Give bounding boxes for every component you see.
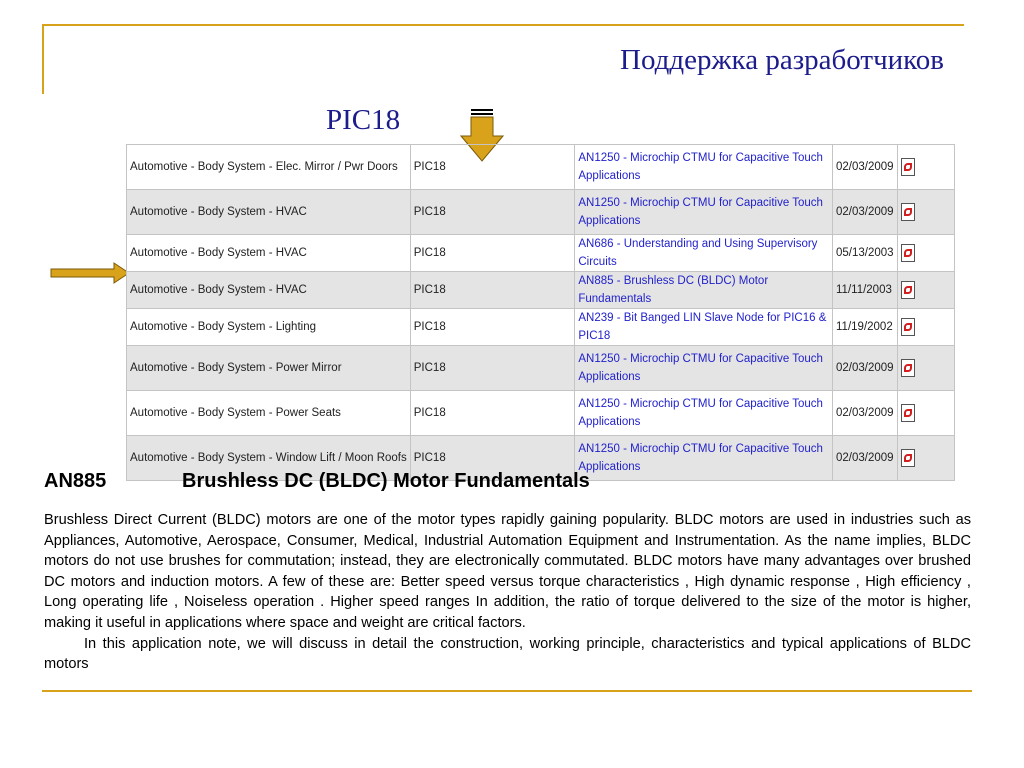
table-row (127, 235, 955, 272)
table-row (127, 309, 955, 346)
segment-cell: Automotive - Body System - Power Mirror (127, 346, 411, 391)
app-note-link[interactable]: AN1250 - Microchip CTMU for Capacitive Touch Applications (575, 190, 833, 235)
right-arrow-icon (50, 262, 130, 284)
family-cell: PIC18 (410, 235, 575, 272)
family-cell: PIC18 (410, 309, 575, 346)
date-cell: 11/19/2002 (833, 309, 898, 346)
table-row (127, 190, 955, 235)
date-cell: 02/03/2009 (833, 145, 898, 190)
app-note-link[interactable]: AN239 - Bit Banged LIN Slave Node for PIC16 & PIC18 (575, 309, 833, 346)
date-cell: 11/11/2003 (833, 272, 898, 309)
app-notes-table (126, 144, 955, 481)
segment-cell: Automotive - Body System - Window Lift / Moon Roofs (127, 436, 411, 481)
pic-family-label: PIC18 (326, 104, 401, 136)
date-cell: 05/13/2003 (833, 235, 898, 272)
app-note-link[interactable]: AN1250 - Microchip CTMU for Capacitive Touch Applications (575, 391, 833, 436)
family-cell: PIC18 (410, 346, 575, 391)
segment-cell: Automotive - Body System - Elec. Mirror / Pwr Doors (127, 145, 411, 190)
family-cell: PIC18 (410, 436, 575, 481)
pdf-icon[interactable] (901, 203, 915, 221)
document-cell (897, 309, 954, 346)
document-cell (897, 235, 954, 272)
date-cell: 02/03/2009 (833, 346, 898, 391)
document-cell (897, 272, 954, 309)
document-cell (897, 145, 954, 190)
document-cell (897, 436, 954, 481)
note-paragraph: Brushless Direct Current (BLDC) motors are one of the motor types rapidly gaining popularity. BLDC motors are used in industries such as Appliances, Automotive, Aerospace, Consumer, Medical, Industrial Automation Equipment and Instrumentation. As the name implies, BLDC motors do not use brushes for commutation; instead, they are electronically commutated. BLDC motors have many advantages over brushed DC motors and induction motors. A few of these are: Better speed versus torque characteristics , High dynamic response , High efficiency , Long operating life , Noiseless operation . Higher speed ranges In addition, the ratio of torque delivered to the size of the motor is higher, making it useful in applications where space and weight are critical factors. (44, 512, 971, 631)
segment-cell: Automotive - Body System - HVAC (127, 235, 411, 272)
pdf-icon[interactable] (901, 318, 915, 336)
app-note-link[interactable]: AN885 - Brushless DC (BLDC) Motor Fundamentals (575, 272, 833, 309)
note-body (44, 510, 971, 675)
frame-top-line (42, 24, 964, 26)
pdf-icon[interactable] (901, 158, 915, 176)
app-note-link[interactable]: AN1250 - Microchip CTMU for Capacitive Touch Applications (575, 436, 833, 481)
segment-cell: Automotive - Body System - HVAC (127, 190, 411, 235)
document-cell (897, 346, 954, 391)
table-row (127, 145, 955, 190)
frame-left-line (42, 24, 44, 94)
family-cell: PIC18 (410, 391, 575, 436)
slide-title: Поддержка разработчиков (620, 44, 944, 76)
app-note-link[interactable]: AN1250 - Microchip CTMU for Capacitive Touch Applications (575, 346, 833, 391)
date-cell: 02/03/2009 (833, 190, 898, 235)
segment-cell: Automotive - Body System - Lighting (127, 309, 411, 346)
note-code: AN885 (44, 470, 107, 492)
note-title: Brushless DC (BLDC) Motor Fundamentals (182, 470, 590, 492)
note-paragraph: In this application note, we will discuss in detail the construction, working principle, characteristics and typical applications of BLDC motors (44, 635, 971, 673)
frame-bottom-line (42, 690, 972, 692)
table-row (127, 272, 955, 309)
app-note-link[interactable]: AN686 - Understanding and Using Supervisory Circuits (575, 235, 833, 272)
table-row (127, 346, 955, 391)
pdf-icon[interactable] (901, 359, 915, 377)
note-heading (44, 470, 590, 493)
segment-cell: Automotive - Body System - HVAC (127, 272, 411, 309)
family-cell: PIC18 (410, 145, 575, 190)
segment-cell: Automotive - Body System - Power Seats (127, 391, 411, 436)
app-note-link[interactable]: AN1250 - Microchip CTMU for Capacitive Touch Applications (575, 145, 833, 190)
pdf-icon[interactable] (901, 449, 915, 467)
table-row (127, 391, 955, 436)
document-cell (897, 190, 954, 235)
pdf-icon[interactable] (901, 404, 915, 422)
document-cell (897, 391, 954, 436)
pdf-icon[interactable] (901, 244, 915, 262)
family-cell: PIC18 (410, 190, 575, 235)
pdf-icon[interactable] (901, 281, 915, 299)
date-cell: 02/03/2009 (833, 436, 898, 481)
date-cell: 02/03/2009 (833, 391, 898, 436)
family-cell: PIC18 (410, 272, 575, 309)
